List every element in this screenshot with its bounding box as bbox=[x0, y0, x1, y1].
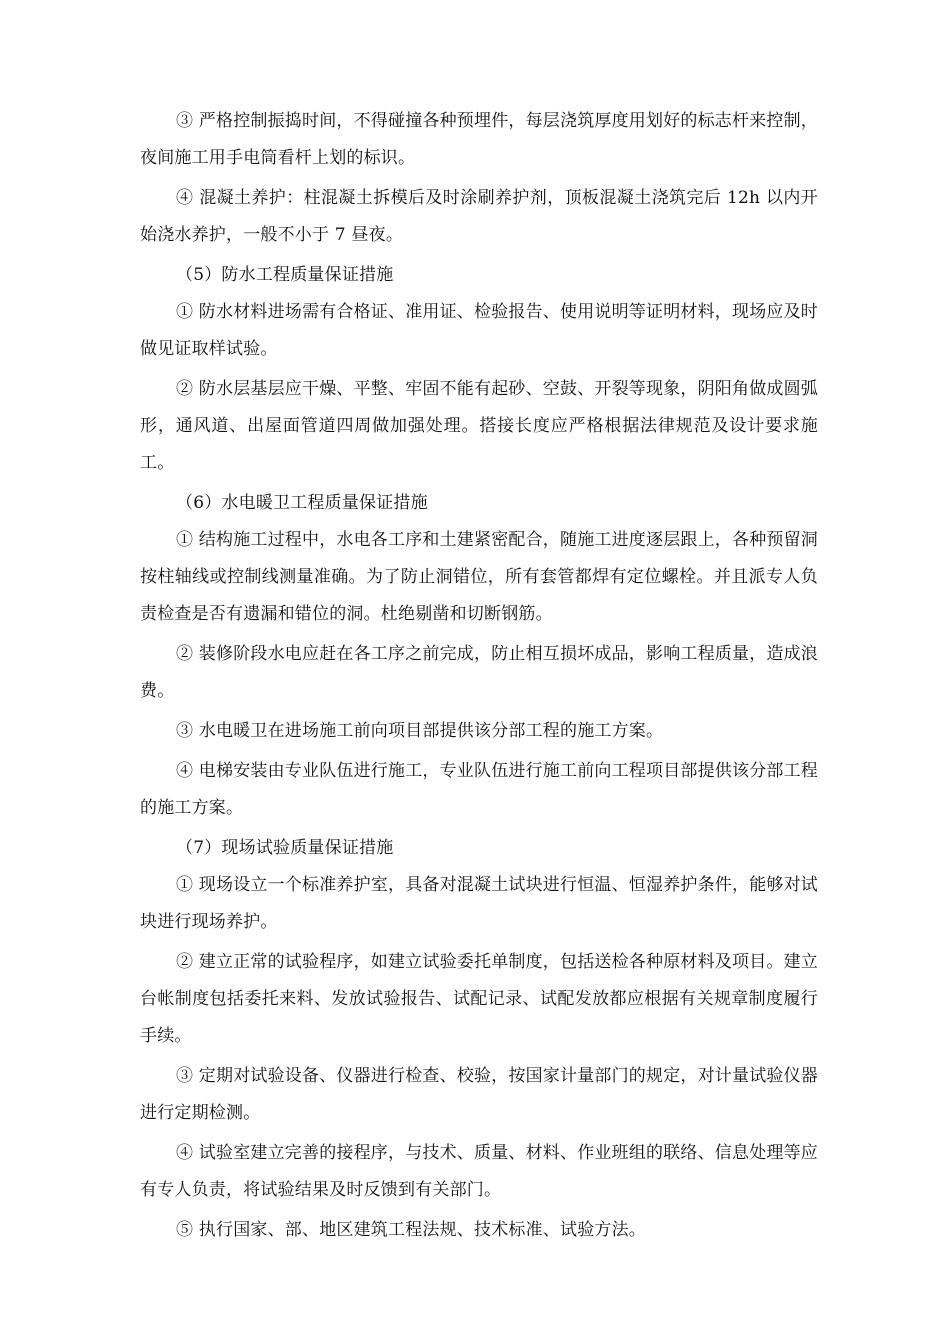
paragraph-standards-compliance: ⑤ 执行国家、部、地区建筑工程法规、技术标准、试验方法。 bbox=[176, 1220, 647, 1240]
paragraph-elevator-installation: ④ 电梯安装由专业队伍进行施工，专业队伍进行施工前向工程项目部提供该分部工程的施工方案。 bbox=[140, 761, 819, 818]
paragraph-mep-structure-coordination: ① 结构施工过程中，水电各工序和土建紧密配合，随施工进度逐层跟上，各种预留洞按柱轴线或控制线测量准确。为了防止洞错位，所有套管都焊有定位螺栓。并且派专人负责检查是否有遗漏和错位的洞。杜绝剔凿和切断钢筋。 bbox=[140, 530, 819, 624]
paragraph-mep-decoration-stage: ② 装修阶段水电应赶在各工序之前完成，防止相互损坏成品，影响工程质量，造成浪费。 bbox=[140, 644, 819, 701]
paragraph-mep-construction-plan: ③ 水电暖卫在进场施工前向项目部提供该分部工程的施工方案。 bbox=[176, 721, 664, 741]
paragraph-waterproof-materials: ① 防水材料进场需有合格证、准用证、检验报告、使用说明等证明材料，现场应及时做见证取样试验。 bbox=[140, 302, 819, 359]
section-heading-site-testing: （7）现场试验质量保证措施 bbox=[176, 838, 394, 858]
document-body bbox=[140, 103, 818, 1249]
paragraph-lab-communication: ④ 试验室建立完善的接程序，与技术、质量、材料、作业班组的联络、信息处理等应有专人负责，将试验结果及时反馈到有关部门。 bbox=[140, 1143, 819, 1200]
paragraph-equipment-calibration: ③ 定期对试验设备、仪器进行检查、校验，按国家计量部门的规定，对计量试验仪器进行定期检测。 bbox=[140, 1066, 819, 1123]
paragraph-testing-procedure: ② 建立正常的试验程序，如建立试验委托单制度，包括送检各种原材料及项目。建立台帐制度包括委托来料、发放试验报告、试配记录、试配发放都应根据有关规章制度履行手续。 bbox=[140, 952, 819, 1046]
paragraph-curing-room: ① 现场设立一个标准养护室，具备对混凝土试块进行恒温、恒湿养护条件，能够对试块进行现场养护。 bbox=[140, 875, 819, 932]
section-heading-mep: （6）水电暖卫工程质量保证措施 bbox=[176, 493, 428, 513]
paragraph-concrete-curing: ④ 混凝土养护：柱混凝土拆模后及时涂刷养护剂，顶板混凝土浇筑完后 12h 以内开始浇水养护，一般不小于 7 昼夜。 bbox=[140, 188, 818, 245]
paragraph-waterproof-base-layer: ② 防水层基层应干燥、平整、牢固不能有起砂、空鼓、开裂等现象，阴阳角做成圆弧形，通风道、出屋面管道四周做加强处理。搭接长度应严格根据法律规范及设计要求施工。 bbox=[140, 379, 819, 473]
section-heading-waterproofing: （5）防水工程质量保证措施 bbox=[176, 265, 394, 285]
paragraph-vibration-control: ③ 严格控制振捣时间，不得碰撞各种预埋件，每层浇筑厚度用划好的标志杆来控制，夜间施工用手电筒看杆上划的标识。 bbox=[140, 111, 819, 168]
